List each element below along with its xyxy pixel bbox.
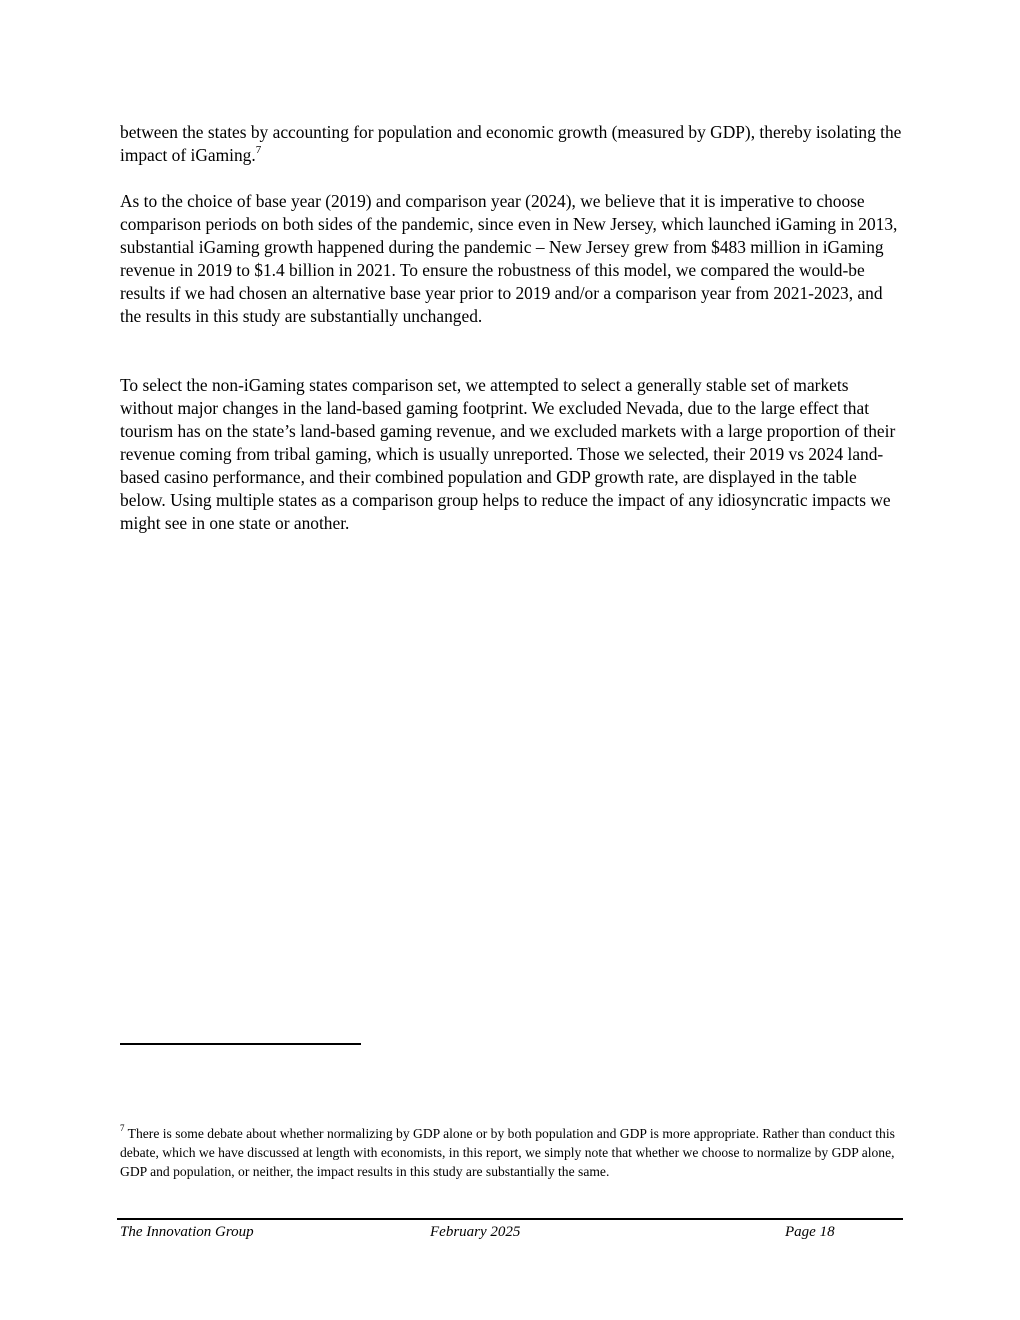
footnote-text: There is some debate about whether normalizing by GDP alone or by both population and GDP is more appropriate. Rather than conduct this debate, which we have discussed at length with economists, in this report, we simply note that whether we choose to normalize by GDP alone, GDP and population, or neither, the impact results in this study are substantially the same. <box>120 1126 895 1179</box>
paragraph-text: between the states by accounting for population and economic growth (measured by GDP), thereby isolating the impact of iGaming. <box>120 122 902 165</box>
footnote-reference[interactable]: 7 <box>255 144 262 157</box>
body-paragraph-2: As to the choice of base year (2019) and comparison year (2024), we believe that it is imperative to choose comparison periods on both sides of the pandemic, since even in New Jersey, which launched iGaming in 2013, substantial iGaming growth happened during the pandemic – New Jersey grew from $483 million in iGaming revenue in 2019 to $1.4 billion in 2021. To ensure the robustness of this model, we compared the would-be results if we had chosen an alternative base year prior to 2019 and/or a comparison year from 2021-2023, and the results in this study are substantially unchanged. <box>120 191 898 326</box>
footnote-separator <box>120 1043 361 1045</box>
footnote-number: 7 <box>120 1123 125 1134</box>
footnote <box>120 1124 905 1181</box>
footer-rule <box>117 1218 903 1220</box>
footer-date: February 2025 <box>430 1224 521 1240</box>
body-paragraph-3: To select the non-iGaming states comparison set, we attempted to select a generally stable set of markets without major changes in the land-based gaming footprint. We excluded Nevada, due to the large effect that tourism has on the state’s land-based gaming revenue, and we excluded markets with a large proportion of their revenue coming from tribal gaming, which is usually unreported. Those we selected, their 2019 vs 2024 land-based casino performance, and their combined population and GDP growth rate, are displayed in the table below. Using multiple states as a comparison group helps to reduce the impact of any idiosyncratic impacts we might see in one state or another. <box>120 375 896 533</box>
footer-page-number: Page 18 <box>785 1224 835 1240</box>
body-paragraph-1 <box>120 121 905 167</box>
footer-organization: The Innovation Group <box>120 1224 254 1240</box>
